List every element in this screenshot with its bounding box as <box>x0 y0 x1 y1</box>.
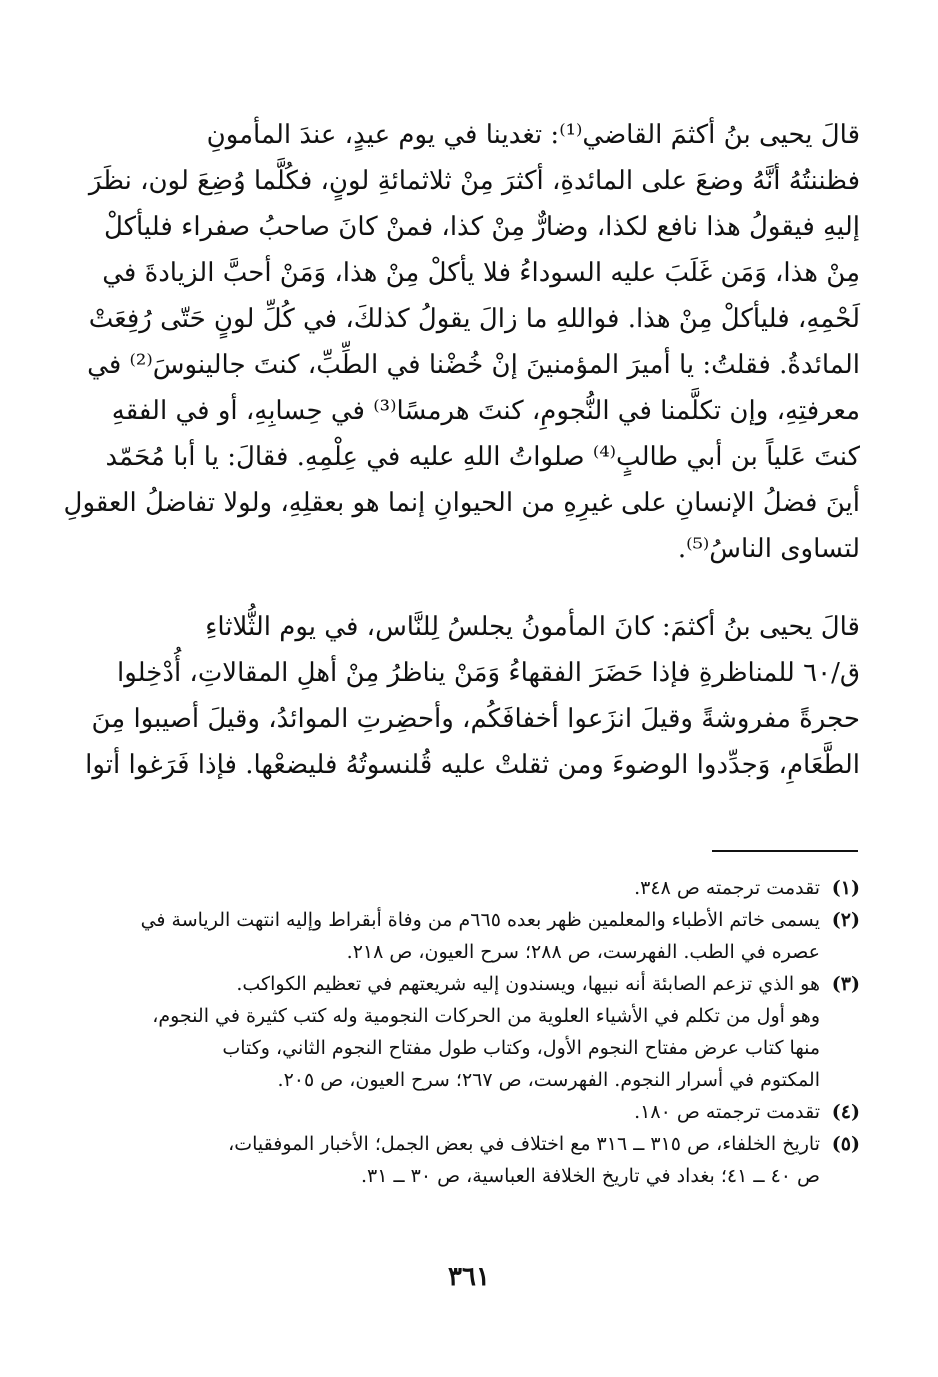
footnote-number: (٥) <box>831 1133 860 1155</box>
footnote-number: (٢) <box>831 909 860 931</box>
footnote-4 <box>160 1096 860 1128</box>
page-number: ٣٦١ <box>448 1262 490 1292</box>
text-line: المائدةُ. فقلتُ: يا أميرَ المؤمنينَ إنْ خُضْنا في الطِّبِّ، كنتَ جالينوسَ⁽²⁾ في <box>87 350 860 380</box>
footnote-line: هو الذي تزعم الصابئة أنه نبيها، ويسندون إليه شريعتهم في تعظيم الكواكب. <box>236 973 820 995</box>
footnote-text <box>152 968 820 1096</box>
footnote-text <box>160 872 820 904</box>
footnote-number: (١) <box>831 877 860 899</box>
footnote-number: (٣) <box>831 973 860 995</box>
footnote-5 <box>160 1128 860 1192</box>
text-line: لتساوى الناسُ⁽⁵⁾. <box>677 534 860 564</box>
text-line: مِنْ هذا، وَمَن غَلَبَ عليه السوداءُ فلا يأكلْ مِنْ هذا، وَمَنْ أحبَّ الزيادةَ في <box>102 258 860 288</box>
footnote-line: تقدمت ترجمته ص ٣٤٨. <box>634 877 820 899</box>
text-line: أينَ فضلُ الإنسانِ على غيرِهِ من الحيوانِ إنما هو بعقلِهِ، ولولا تفاضلُ العقولِ <box>63 488 860 518</box>
footnote-line: تقدمت ترجمته ص ١٨٠. <box>634 1101 820 1123</box>
footnote-line: يسمى خاتم الأطباء والمعلمين ظهر بعده ٦٦٥م من وفاة أبقراط وإليه انتهت الرياسة في <box>140 909 820 931</box>
paragraph-spacer <box>160 572 860 604</box>
text-line: معرفتِهِ، وإن تكلَّمنا في النُّجومِ، كنتَ هرمسًا⁽³⁾ في حِسابِهِ، أو في الفقهِ <box>111 396 860 426</box>
footnote-line: تاريخ الخلفاء، ص ٣١٥ ــ ٣١٦ مع اختلاف في بعض الجمل؛ الأخبار الموفقيات، <box>228 1133 820 1155</box>
text-line: قالَ يحيى بنُ أكثمَ القاضي⁽¹⁾: تغدينا في يوم عيدٍ، عندَ المأمونِ <box>206 120 860 150</box>
footnote-3 <box>152 968 860 1096</box>
text-line: ق/٦٠ للمناظرةِ فإذا حَضَرَ الفقهاءُ وَمَنْ يناظرُ مِنْ أهلِ المقالاتِ، أُدْخِلوا <box>117 658 860 688</box>
footnote-text <box>141 904 820 968</box>
main-text <box>63 112 860 788</box>
text-line: حجرةً مفروشةً وقيلَ انزَعوا أخفافَكُم، وأحضِرتِ الموائدُ، وقيلَ أصيبوا مِنَ <box>91 704 860 734</box>
footnote-line: عصره في الطب. الفهرست، ص ٢٨٨؛ سرح العيون، ص ٢١٨. <box>346 941 820 963</box>
text-line: الطَّعَامِ، وَجدِّدوا الوضوءَ ومن ثقلتْ عليه قُلنسوتُهُ فليضعْها. فإذا فَرَغوا أتوا <box>85 750 860 780</box>
footnote-1 <box>160 872 860 904</box>
footnote-line: المكتوم في أسرار النجوم. الفهرست، ص ٢٦٧؛ سرح العيون، ص ٢٠٥. <box>277 1069 820 1091</box>
footnote-text <box>160 1096 820 1128</box>
text-line: لَحْمِهِ، فليأكلْ مِنْ هذا. فواللهِ ما زالَ يقولُ كذلكَ، في كُلِّ لونٍ حَتّى رُفِعَتْ <box>88 304 860 334</box>
footnote-divider <box>712 850 858 852</box>
text-line: قالَ يحيى بنُ أكثمَ: كانَ المأمونُ يجلسُ لِلنَّاس، في يوم الثُّلاثاءِ <box>205 612 860 642</box>
footnote-line: وهو أول من تكلم في الأشياء العلوية من الحركات النجومية وله كتب كثيرة في النجوم، <box>152 1005 820 1027</box>
footnote-line: منها كتاب عرض مفتاح النجوم الأول، وكتاب طول مفتاح النجوم الثاني، وكتاب <box>222 1037 820 1059</box>
footnote-2 <box>140 904 860 968</box>
footnote-text <box>160 1128 820 1192</box>
footnotes <box>140 872 860 1192</box>
paragraph-1 <box>63 112 860 572</box>
text-line: كنتَ عَلياً بن أبي طالبٍ⁽⁴⁾ صلواتُ اللهِ عليه في عِلْمِهِ. فقالَ: يا أبا مُحَمّد <box>105 442 860 472</box>
text-line: فظننتُهُ أنَّهُ وضعَ على المائدةِ، أكثرَ مِنْ ثلاثمائةِ لونٍ، فكُلَّما وُضِعَ لون، نظَرَ <box>88 166 860 196</box>
text-line: إليهِ فيقولُ هذا نافع لكذا، وضارٌّ مِنْ كذا، فمنْ كانَ صاحبُ صفراء فليأكلْ <box>103 212 860 242</box>
footnote-number: (٤) <box>831 1101 860 1123</box>
footnote-line: ص ٤٠ ــ ٤١؛ بغداد في تاريخ الخلافة العباسية، ص ٣٠ ــ ٣١. <box>360 1165 820 1187</box>
paragraph-2 <box>85 604 860 788</box>
